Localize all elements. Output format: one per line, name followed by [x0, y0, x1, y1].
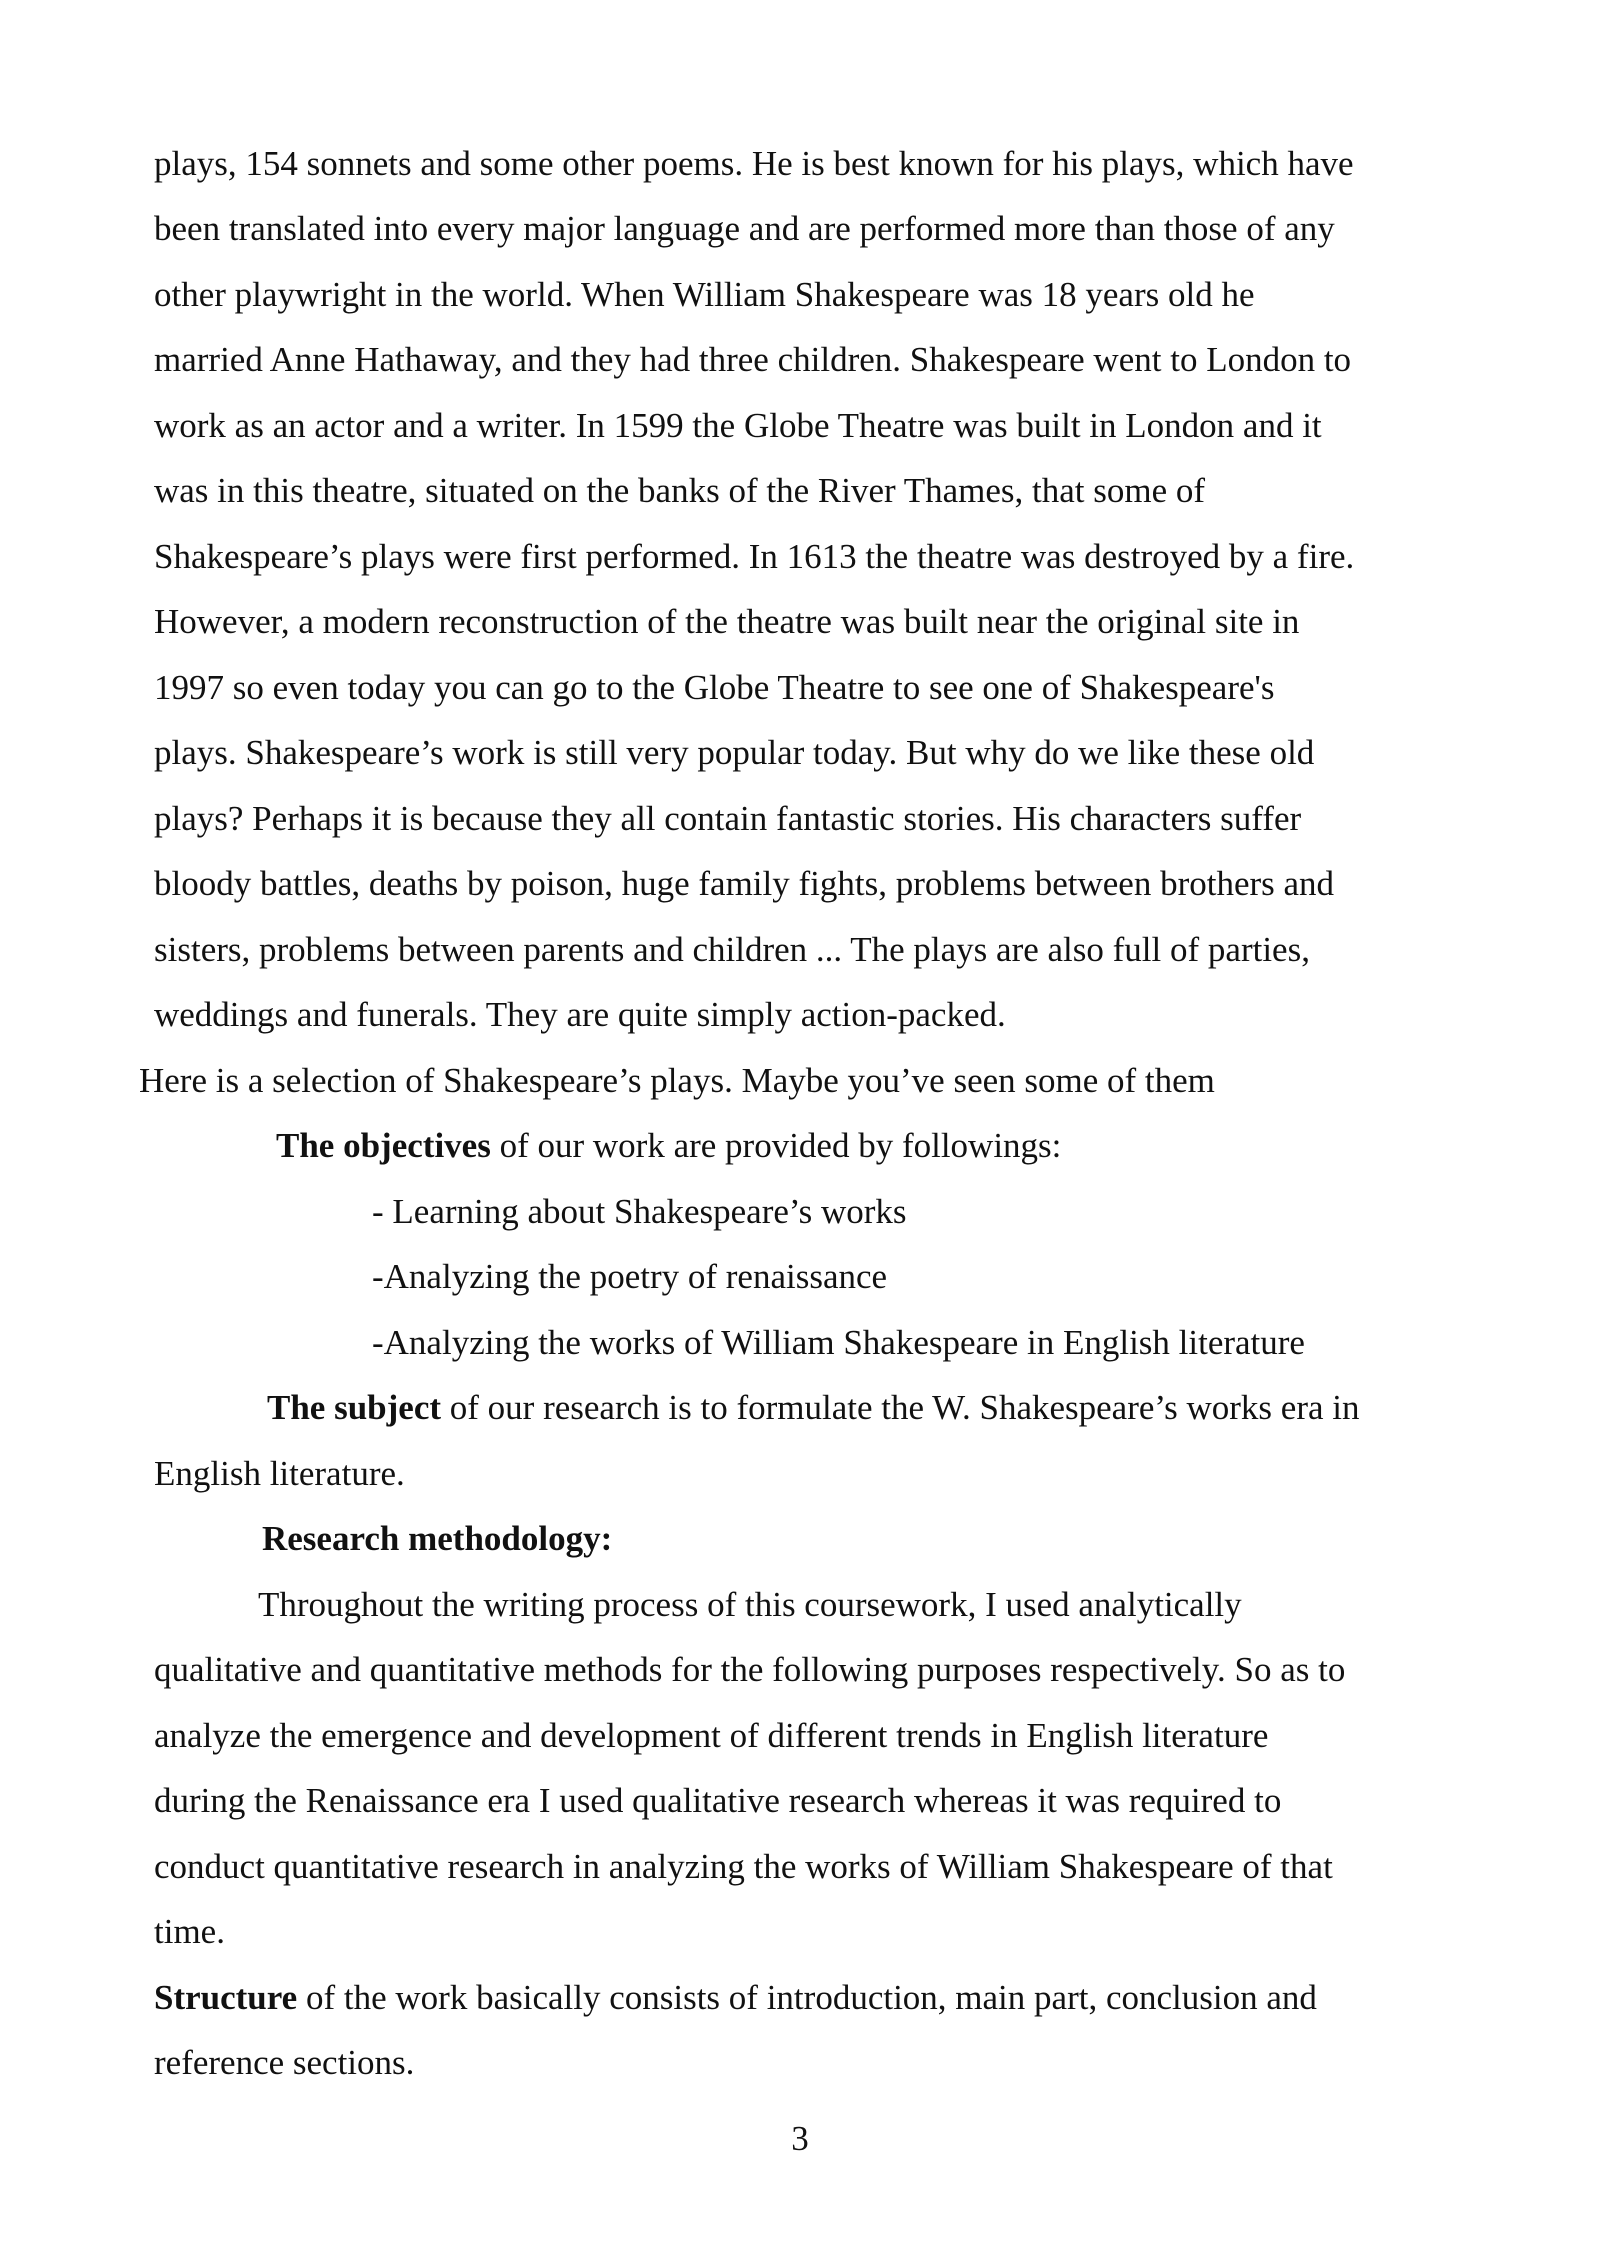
- methodology-heading: Research methodology:: [262, 1519, 613, 1558]
- intro-line: other playwright in the world. When William Shakespeare was 18 years old he: [154, 275, 1255, 314]
- intro-line: Shakespeare’s plays were first performed. In 1613 the theatre was destroyed by a fire.: [154, 537, 1355, 576]
- selection-line: Here is a selection of Shakespeare’s plays. Maybe you’ve seen some of them: [139, 1061, 1215, 1100]
- intro-line: plays? Perhaps it is because they all contain fantastic stories. His characters suffer: [154, 799, 1302, 838]
- objective-item: -Analyzing the works of William Shakespeare in English literature: [372, 1323, 1305, 1362]
- intro-line: 1997 so even today you can go to the Globe Theatre to see one of Shakespeare's: [154, 668, 1275, 707]
- intro-line: was in this theatre, situated on the banks of the River Thames, that some of: [154, 471, 1206, 510]
- methodology-line: analyze the emergence and development of different trends in English literature: [154, 1716, 1269, 1755]
- intro-line: plays, 154 sonnets and some other poems. He is best known for his plays, which have: [154, 144, 1354, 183]
- structure-text: of the work basically consists of introduction, main part, conclusion and: [297, 1978, 1317, 2017]
- objective-item: -Analyzing the poetry of renaissance: [372, 1257, 888, 1296]
- subject-text: of our research is to formulate the W. Shakespeare’s works era in: [441, 1388, 1360, 1427]
- methodology-line: conduct quantitative research in analyzing the works of William Shakespeare of that: [154, 1847, 1333, 1886]
- intro-line: sisters, problems between parents and children ... The plays are also full of parties,: [154, 930, 1310, 969]
- intro-line: However, a modern reconstruction of the theatre was built near the original site in: [154, 602, 1300, 641]
- methodology-line: time.: [154, 1912, 225, 1951]
- structure-continuation: reference sections.: [154, 2043, 415, 2082]
- methodology-line: Throughout the writing process of this coursework, I used analytically: [258, 1585, 1242, 1624]
- intro-line: weddings and funerals. They are quite simply action-packed.: [154, 995, 1006, 1034]
- intro-line: bloody battles, deaths by poison, huge family fights, problems between brothers and: [154, 864, 1335, 903]
- objectives-line: [276, 1113, 1061, 1179]
- intro-line: plays. Shakespeare’s work is still very popular today. But why do we like these old: [154, 733, 1315, 772]
- structure-label: Structure: [154, 1978, 298, 2017]
- subject-label: The subject: [267, 1388, 442, 1427]
- page-number: 3: [791, 2119, 809, 2158]
- intro-line: been translated into every major language and are performed more than those of any: [154, 209, 1335, 248]
- subject-continuation: English literature.: [154, 1454, 405, 1493]
- objectives-text: of our work are provided by followings:: [490, 1126, 1062, 1165]
- methodology-line: qualitative and quantitative methods for the following purposes respectively. So as to: [154, 1650, 1346, 1689]
- structure-line: [154, 1965, 1317, 2031]
- methodology-line: during the Renaissance era I used qualitative research whereas it was required to: [154, 1781, 1282, 1820]
- objective-item: - Learning about Shakespeare’s works: [372, 1192, 907, 1231]
- intro-line: work as an actor and a writer. In 1599 the Globe Theatre was built in London and it: [154, 406, 1322, 445]
- subject-line: [267, 1375, 1360, 1441]
- intro-line: married Anne Hathaway, and they had three children. Shakespeare went to London to: [154, 340, 1352, 379]
- objectives-label: The objectives: [276, 1126, 491, 1165]
